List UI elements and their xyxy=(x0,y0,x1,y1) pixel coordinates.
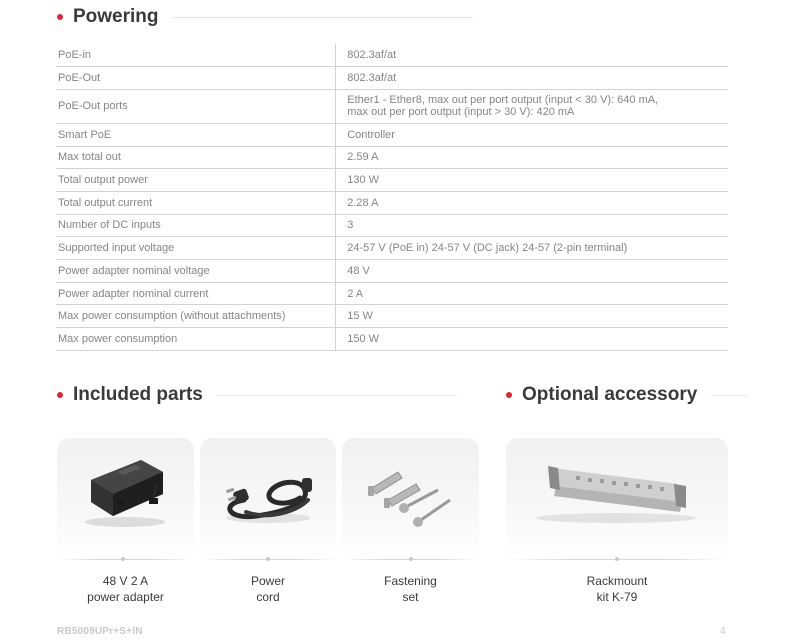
spec-value: 150 W xyxy=(336,328,728,351)
power-cord-label: Power cord xyxy=(250,574,285,604)
spec-label: Power adapter nominal current xyxy=(56,282,336,305)
spec-value: Controller xyxy=(336,123,728,146)
optional-accessory-header xyxy=(506,384,766,406)
power-adapter-image xyxy=(57,438,194,562)
spec-row xyxy=(56,67,728,90)
included-parts-title: Included parts xyxy=(73,384,203,405)
spec-row xyxy=(56,44,728,67)
spec-label: Power adapter nominal voltage xyxy=(56,260,336,283)
spec-row xyxy=(56,237,728,260)
rackmount-kit-label: Rackmount kit K-79 xyxy=(586,574,648,604)
card-divider-dot xyxy=(121,557,125,561)
powering-title: Powering xyxy=(73,6,159,27)
spec-row xyxy=(56,328,728,351)
spec-row xyxy=(56,305,728,328)
optional-accessory-title: Optional accessory xyxy=(522,384,698,405)
spec-label: PoE-Out xyxy=(56,67,336,90)
spec-row xyxy=(56,89,728,123)
spec-value: 48 V xyxy=(336,260,728,283)
fastening-set-label: Fastening set xyxy=(384,574,437,604)
spec-value: 2.28 A xyxy=(336,191,728,214)
power-cord-card xyxy=(200,438,336,562)
spec-value: 15 W xyxy=(336,305,728,328)
power-adapter-label: 48 V 2 A power adapter xyxy=(87,574,164,604)
fastening-set-image xyxy=(342,438,479,562)
power-adapter-card xyxy=(57,438,194,562)
bullet-dot-icon xyxy=(506,392,512,398)
spec-label: Number of DC inputs xyxy=(56,214,336,237)
header-rule xyxy=(711,395,747,396)
spec-row xyxy=(56,146,728,169)
spec-value: Ether1 - Ether8, max out per port output (input < 30 V): 640 mA, max out per port output (input > 30 V): 420 mA xyxy=(336,89,728,123)
spec-row xyxy=(56,260,728,283)
spec-row xyxy=(56,214,728,237)
card-divider-dot xyxy=(409,557,413,561)
spec-row xyxy=(56,191,728,214)
footer-model: RB5009UPr+S+IN xyxy=(57,626,143,637)
card-divider-dot xyxy=(615,557,619,561)
header-rule xyxy=(173,17,473,18)
powering-spec-table xyxy=(56,44,728,351)
spec-label: PoE-Out ports xyxy=(56,89,336,123)
spec-row xyxy=(56,282,728,305)
included-parts-header xyxy=(57,384,457,406)
spec-value: 2 A xyxy=(336,282,728,305)
spec-value: 3 xyxy=(336,214,728,237)
rackmount-kit-image xyxy=(506,438,728,562)
card-divider-dot xyxy=(266,557,270,561)
spec-value: 130 W xyxy=(336,169,728,192)
footer-page-number: 4 xyxy=(720,626,726,637)
power-cord-image xyxy=(200,438,336,562)
spec-label: Max total out xyxy=(56,146,336,169)
spec-label: Max power consumption xyxy=(56,328,336,351)
spec-row xyxy=(56,169,728,192)
bullet-dot-icon xyxy=(57,14,63,20)
fastening-set-card xyxy=(342,438,479,562)
spec-row xyxy=(56,123,728,146)
spec-label: Supported input voltage xyxy=(56,237,336,260)
spec-value: 802.3af/at xyxy=(336,67,728,90)
powering-header xyxy=(57,6,728,28)
bullet-dot-icon xyxy=(57,392,63,398)
spec-label: PoE-in xyxy=(56,44,336,67)
spec-value: 2.59 A xyxy=(336,146,728,169)
spec-value: 24-57 V (PoE in) 24-57 V (DC jack) 24-57 (2-pin terminal) xyxy=(336,237,728,260)
header-rule xyxy=(217,395,457,396)
spec-label: Total output current xyxy=(56,191,336,214)
spec-label: Max power consumption (without attachments) xyxy=(56,305,336,328)
card-divider xyxy=(57,559,194,560)
spec-label: Smart PoE xyxy=(56,123,336,146)
spec-value: 802.3af/at xyxy=(336,44,728,67)
spec-label: Total output power xyxy=(56,169,336,192)
rackmount-kit-card xyxy=(506,438,728,562)
